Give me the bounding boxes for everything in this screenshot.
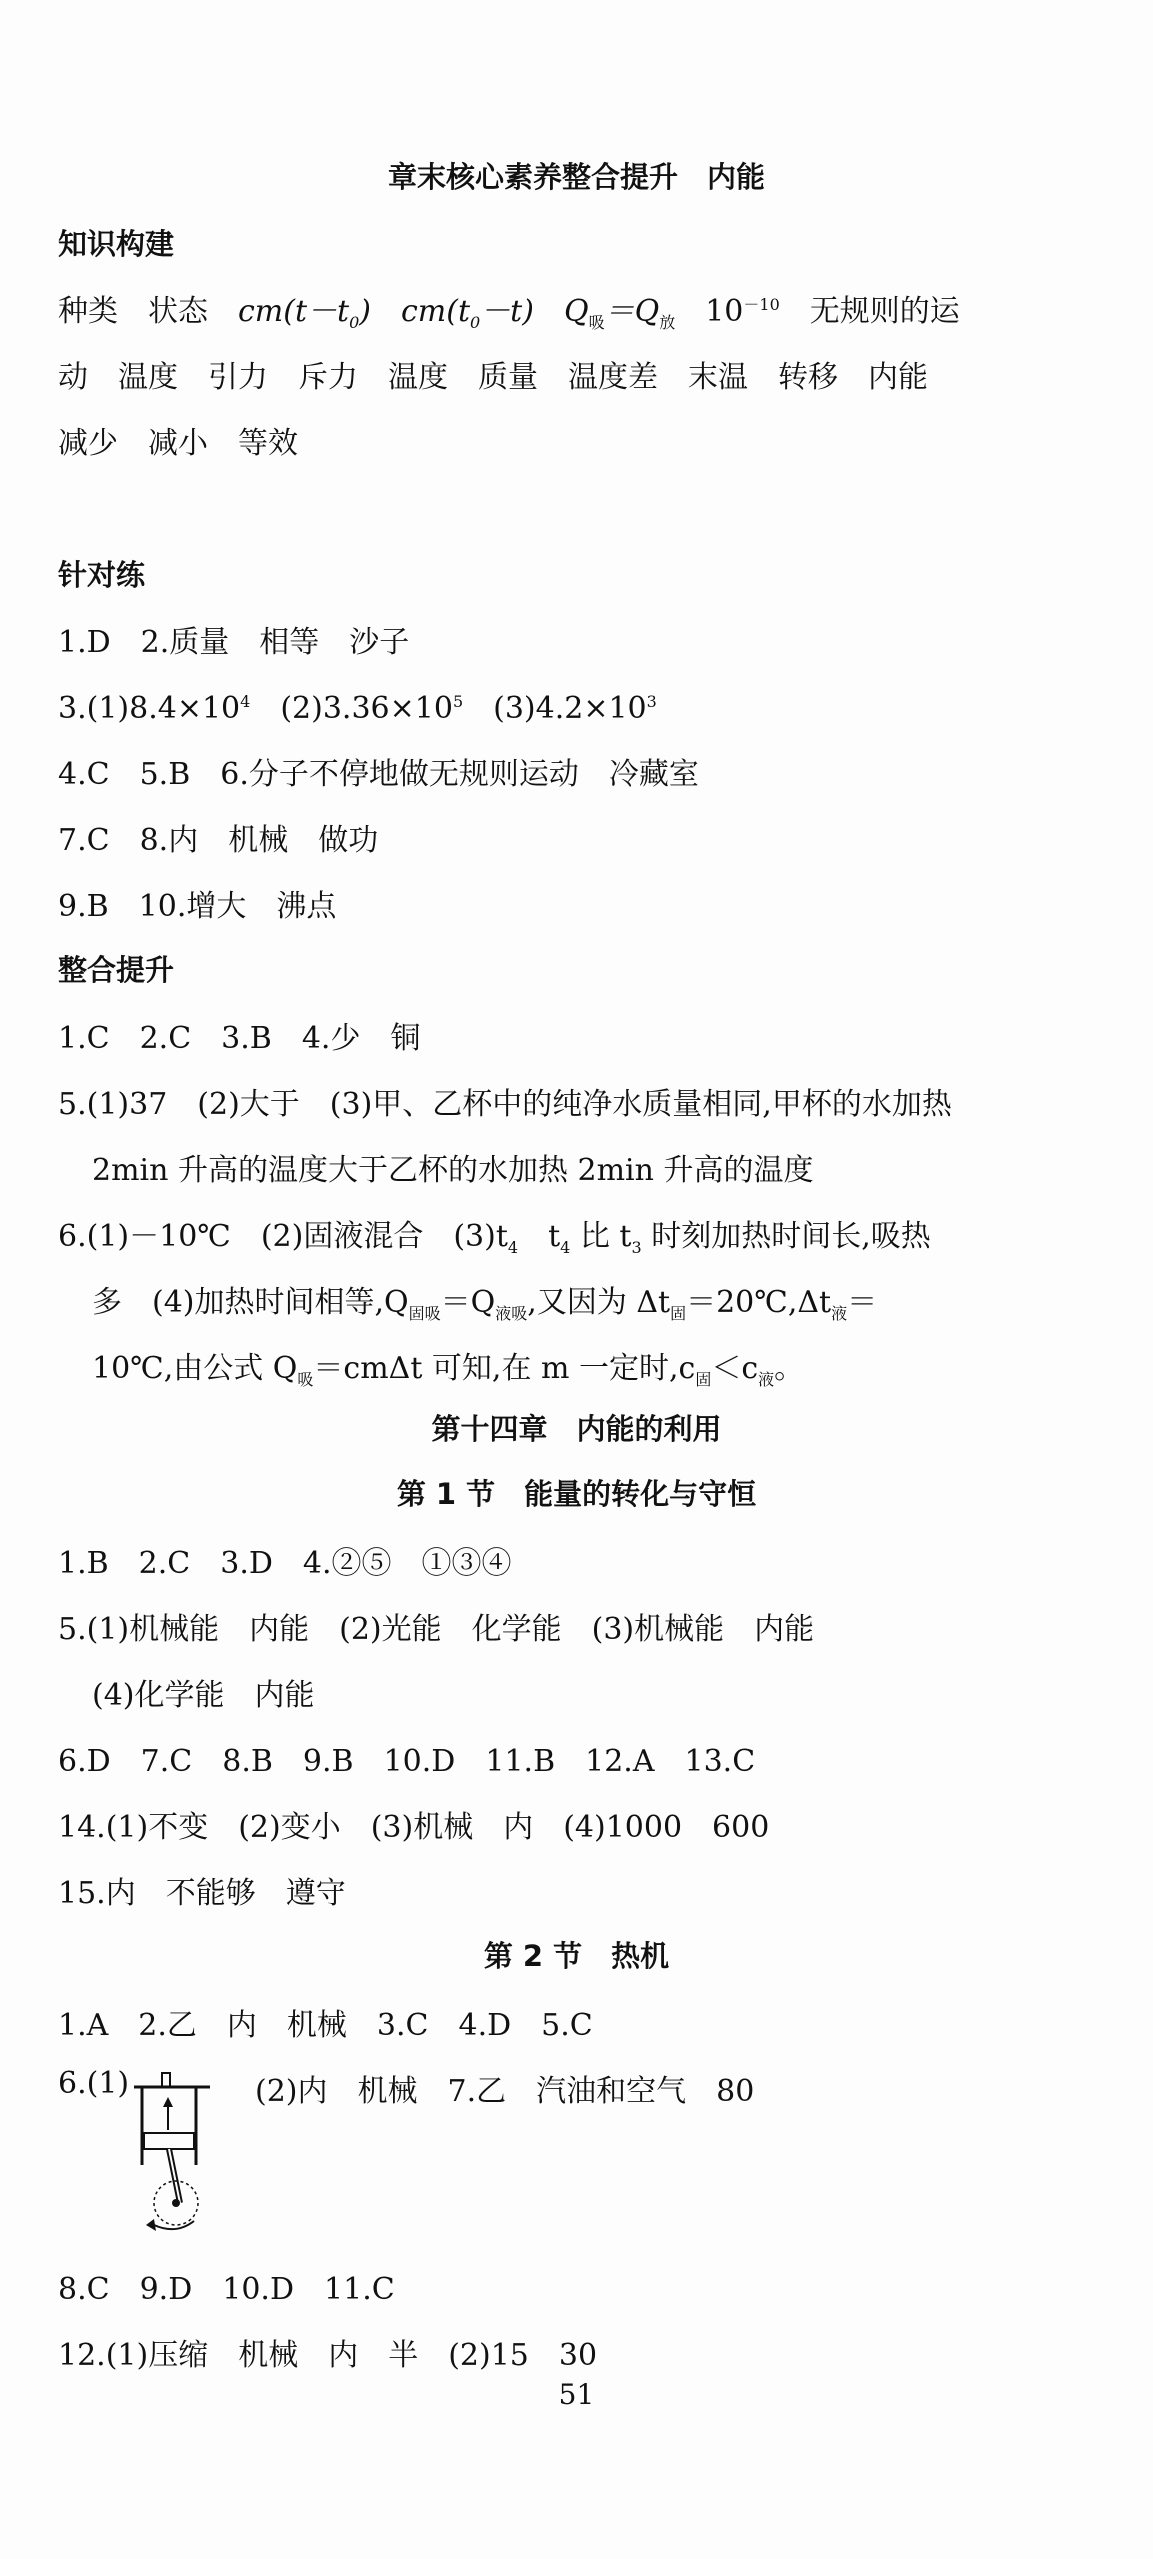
s1-line-15: 15.内 不能够 遵守: [58, 1876, 346, 1911]
s2-line-1: 1.A 2.乙 内 机械 3.C 4.D 5.C: [58, 2008, 593, 2043]
s1-line-1: 1.B 2.C 3.D 4.②⑤ ①③④: [58, 1546, 512, 1581]
s1-line-14: 14.(1)不变 (2)变小 (3)机械 内 (4)1000 600: [58, 1810, 770, 1845]
knowledge-line-3: 减少 减小 等效: [58, 426, 298, 461]
s2-line-8: 8.C 9.D 10.D 11.C: [58, 2272, 395, 2307]
integrate-line-6a: 6.(1)－10℃ (2)固液混合 $(3)t_4$ $t_4$ 比 $t_3$ 时刻加热时间长,吸热: [58, 1219, 931, 1257]
integrate-line-6b: 多 (4)加热时间相等$,Q_{固吸}=Q_{液吸}$,又因为 $\Delta t_固=20℃,\Delta t_液=$: [92, 1285, 878, 1323]
section-knowledge: 知识构建: [58, 227, 175, 261]
s1-line-5a: 5.(1)机械能 内能 (2)光能 化学能 (3)机械能 内能: [58, 1612, 815, 1647]
section-integrate: 整合提升: [58, 953, 175, 987]
section-2-title: 第 2 节 热机: [483, 1939, 670, 1973]
practice-line-4: 4.C 5.B 6.分子不停地做无规则运动 冷藏室: [58, 757, 699, 792]
page-number: 51: [558, 2378, 595, 2411]
s1-line-5b: (4)化学能 内能: [92, 1678, 315, 1713]
integrate-line-5b: 2min 升高的温度大于乙杯的水加热 2min 升高的温度: [92, 1153, 814, 1188]
section-practice: 针对练: [58, 558, 146, 592]
integrate-line-1: 1.C 2.C 3.B 4.少 铜: [58, 1021, 421, 1056]
knowledge-line-1: 种类 状态 $cm(t-t_0)$ $cm(t_0-t)$ $Q_吸=Q_放$ $10^{-10}$ 无规则的运: [58, 294, 960, 332]
s2-line-6-label: 6.(1): [58, 2066, 130, 2101]
chapter-review-title: 章末核心素养整合提升 内能: [387, 160, 765, 194]
section-1-title: 第 1 节 能量的转化与守恒: [396, 1477, 757, 1511]
chapter-title: 第十四章 内能的利用: [431, 1412, 722, 1446]
s2-line-12: 12.(1)压缩 机械 内 半 (2)15 30: [58, 2338, 598, 2373]
engine-piston-figure: [132, 2055, 212, 2235]
s2-line-6-text: (2)内 机械 7.乙 汽油和空气 80: [255, 2074, 755, 2109]
practice-line-7: 7.C 8.内 机械 做功: [58, 823, 379, 858]
s1-line-6: 6.D 7.C 8.B 9.B 10.D 11.B 12.A 13.C: [58, 1744, 756, 1779]
practice-line-9: 9.B 10.增大 沸点: [58, 889, 337, 924]
integrate-line-5a: 5.(1)37 (2)大于 (3)甲、乙杯中的纯净水质量相同,甲杯的水加热: [58, 1087, 952, 1122]
practice-line-1: 1.D 2.质量 相等 沙子: [58, 625, 410, 660]
knowledge-line-2: 动 温度 引力 斥力 温度 质量 温度差 末温 转移 内能: [58, 360, 928, 395]
integrate-line-6c: 10℃,由公式 $Q_吸=cm\Delta t$ 可知,在 m 一定时$,c_固<c_液$。: [92, 1351, 805, 1389]
practice-line-3: $3.(1)8.4\times 10^4$ $(2)3.36\times 10^5$ $(3)4.2\times 10^3$: [58, 691, 657, 726]
